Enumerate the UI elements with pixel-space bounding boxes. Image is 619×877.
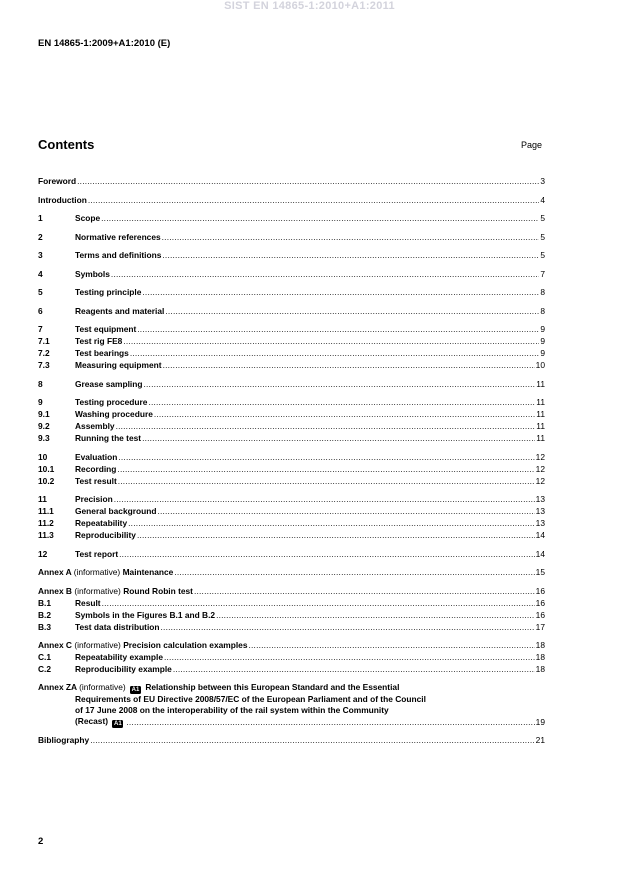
toc-entry-label: Testing procedure [75, 397, 148, 407]
toc-entry[interactable] [38, 175, 545, 187]
toc-entry-number: 8 [38, 378, 43, 389]
toc-entry-page: 15 [535, 567, 545, 577]
toc-leader-dots [119, 548, 535, 560]
toc-leader-dots [157, 505, 534, 517]
toc-entry-page: 18 [535, 640, 545, 650]
toc-entry-label: Symbols [75, 268, 110, 279]
toc-entry-number: 1 [38, 213, 43, 223]
toc-leader-dots [118, 475, 535, 487]
toc-entry[interactable] [38, 663, 545, 675]
toc-entry[interactable] [38, 323, 545, 335]
toc-leader-dots [216, 609, 535, 621]
toc-entry-page: 8 [540, 287, 545, 297]
toc-leader-dots [126, 716, 534, 728]
toc-annex-za-page: 19 [535, 716, 545, 727]
toc-bibliography-page: 21 [535, 735, 545, 745]
toc-leader-dots [162, 249, 539, 261]
toc-bibliography-label: Bibliography [38, 735, 90, 745]
toc-entry-label: Running the test [75, 433, 142, 443]
toc-entry-number: C.1 [38, 652, 52, 662]
toc-entry-label: Washing procedure [75, 409, 153, 419]
toc-entry-label: Test data distribution [75, 621, 160, 632]
toc-entry[interactable] [38, 335, 545, 347]
toc-entry-page: 5 [540, 231, 545, 242]
toc-entry-label: Assembly [75, 421, 115, 431]
toc-entry-label: Reagents and material [75, 305, 165, 316]
toc-leader-dots [173, 663, 535, 675]
toc-entry-page: 18 [535, 664, 545, 674]
toc-entry-number: 7.2 [38, 348, 50, 358]
toc-leader-dots [118, 451, 534, 463]
toc-leader-dots [248, 639, 534, 651]
toc-leader-dots [144, 378, 536, 390]
toc-entry[interactable] [38, 249, 545, 261]
toc-entry-page: 10 [535, 360, 545, 370]
toc-entry-number: 11.2 [38, 518, 54, 528]
toc-leader-dots [142, 432, 535, 444]
toc-entry-number: 9 [38, 397, 43, 407]
amendment-start-marker-icon: A1 [131, 686, 140, 693]
toc-leader-dots [114, 493, 535, 505]
toc-entry[interactable] [38, 463, 545, 475]
toc-entry[interactable] [38, 268, 545, 280]
toc-entry-number: 9.1 [38, 409, 50, 419]
toc-leader-dots [137, 529, 535, 541]
toc-entry-label: Test bearings [75, 348, 129, 358]
toc-entry-number: B.3 [38, 621, 52, 632]
toc-entry[interactable] [38, 529, 545, 541]
toc-entry[interactable] [38, 432, 545, 444]
toc-leader-dots [154, 408, 535, 420]
toc-entry-label: Recording [75, 463, 117, 474]
toc-entry-label: Measuring equipment [75, 360, 162, 370]
toc-annex-number: Annex B [38, 585, 72, 596]
toc-entry-number: 9.3 [38, 433, 50, 443]
toc-entry-page: 11 [536, 421, 545, 431]
toc-entry[interactable] [38, 420, 545, 432]
toc-entry-page: 13 [535, 506, 545, 516]
toc-entry-label: Introduction [38, 194, 87, 205]
toc-entry-page: 9 [540, 348, 545, 358]
toc-entry-page: 5 [540, 250, 545, 260]
toc-entry[interactable] [38, 408, 545, 420]
toc-entry-number: 10.1 [38, 463, 55, 474]
toc-entry[interactable] [38, 475, 545, 487]
toc-entry[interactable] [38, 517, 545, 529]
toc-entry[interactable] [38, 621, 545, 633]
toc-entry-label: Scope [75, 213, 101, 223]
toc-entry-page: 16 [535, 609, 545, 620]
toc-entry[interactable] [38, 451, 545, 463]
toc-entry-number: 5 [38, 287, 43, 297]
toc-entry-number: 7.1 [38, 336, 50, 346]
toc-entry-number: 10.2 [38, 475, 55, 486]
toc-entry-page: 11 [536, 433, 545, 443]
toc-entry[interactable] [38, 585, 545, 597]
toc-leader-dots [111, 268, 539, 280]
toc-annex-za-number: Annex ZA [38, 681, 77, 692]
toc-entry-page: 17 [535, 621, 545, 632]
toc-entry-page: 8 [540, 305, 545, 316]
toc-entry-label: Symbols in the Figures B.1 and B.2 [75, 609, 216, 620]
toc-entry-label: Repeatability example [75, 652, 163, 662]
toc-leader-dots [88, 194, 539, 206]
toc-entry-page: 9 [540, 324, 545, 334]
toc-leader-dots [77, 175, 539, 187]
table-of-contents [38, 175, 545, 746]
toc-entry-number: 6 [38, 305, 43, 316]
toc-entry[interactable] [38, 493, 545, 505]
toc-leader-dots [165, 305, 539, 317]
toc-entry-label: Test result [75, 475, 117, 486]
toc-entry[interactable] [38, 212, 545, 224]
toc-leader-dots [102, 597, 535, 609]
toc-annex-za-title-line3: of 17 June 2008 on the interoperability of the rail system within the Community [75, 704, 389, 715]
toc-leader-dots [194, 585, 535, 597]
toc-entry-label: Maintenance [122, 567, 174, 577]
toc-leader-dots [142, 286, 539, 298]
toc-entry[interactable] [38, 194, 545, 206]
toc-entry-label: Normative references [75, 231, 161, 242]
toc-entry-number: 11.3 [38, 530, 54, 540]
page-title: Contents [38, 137, 95, 152]
toc-entry-label: Testing principle [75, 287, 142, 297]
toc-entry-page: 5 [540, 213, 545, 223]
toc-entry-page: 9 [540, 336, 545, 346]
toc-entry[interactable] [38, 505, 545, 517]
toc-entry[interactable] [38, 286, 545, 298]
toc-entry-label: Test equipment [75, 324, 137, 334]
page-number: 2 [38, 836, 44, 847]
toc-annex-informative: (informative) [74, 640, 121, 650]
toc-entry-label: Test rig FE8 [75, 336, 123, 346]
toc-entry-label: Precision calculation examples [123, 640, 248, 650]
toc-annex-za-title-line4: (Recast) [75, 715, 109, 726]
toc-entry-label: Round Robin test [123, 585, 193, 596]
document-id: EN 14865-1:2009+A1:2010 (E) [38, 38, 171, 49]
toc-entry-page: 11 [536, 378, 545, 389]
toc-entry[interactable] [38, 566, 545, 578]
toc-leader-dots [128, 517, 535, 529]
toc-entry-page: 12 [535, 475, 545, 486]
toc-entry-label: Test report [75, 548, 119, 559]
toc-entry[interactable] [38, 396, 545, 408]
toc-entry-number: B.2 [38, 609, 52, 620]
toc-leader-dots [116, 420, 536, 432]
toc-entry-label: Precision [75, 494, 113, 504]
toc-leader-dots [101, 212, 539, 224]
toc-entry[interactable] [38, 639, 545, 651]
page-column-label: Page [521, 140, 543, 150]
toc-annex-za-informative: (informative) [79, 681, 126, 692]
toc-entry-page: 3 [540, 176, 545, 186]
toc-entry-number: 2 [38, 231, 43, 242]
toc-leader-dots [123, 335, 539, 347]
watermark: SIST EN 14865-1:2010+A1:2011 [224, 0, 395, 12]
toc-annex-number: Annex C [38, 640, 72, 650]
toc-entry[interactable] [38, 305, 545, 317]
toc-entry-number: 4 [38, 268, 43, 279]
toc-entry[interactable] [38, 359, 545, 371]
toc-entry-label: Result [75, 597, 101, 608]
toc-entry-page: 14 [535, 530, 545, 540]
toc-entry-page: 16 [535, 585, 545, 596]
toc-leader-dots [137, 323, 539, 335]
toc-leader-dots [163, 359, 535, 371]
toc-leader-dots [117, 463, 534, 475]
toc-entry[interactable] [38, 597, 545, 609]
toc-entry-number: 7.3 [38, 360, 50, 370]
toc-entry-number: 11 [38, 494, 47, 504]
toc-entry[interactable] [38, 347, 545, 359]
toc-entry-number: 10 [38, 451, 48, 462]
toc-entry-label: General background [75, 506, 157, 516]
toc-entry-number: 9.2 [38, 421, 50, 431]
toc-leader-dots [161, 621, 535, 633]
toc-leader-dots [174, 566, 534, 578]
toc-entry-page: 18 [535, 652, 545, 662]
toc-entry-page: 13 [535, 518, 545, 528]
toc-entry-label: Grease sampling [75, 378, 143, 389]
toc-entry-label: Terms and definitions [75, 250, 162, 260]
toc-entry-label: Evaluation [75, 451, 118, 462]
toc-entry-page: 13 [535, 494, 545, 504]
amendment-end-marker-icon: A1 [114, 720, 122, 727]
toc-entry-number: B.1 [38, 597, 52, 608]
toc-entry-annex-za[interactable] [38, 682, 545, 728]
toc-entry-page: 7 [540, 268, 545, 279]
toc-annex-number: Annex A [38, 567, 72, 577]
toc-annex-informative: (informative) [74, 585, 121, 596]
toc-annex-informative: (informative) [73, 567, 121, 577]
toc-entry-page: 16 [535, 597, 545, 608]
toc-entry-label: Foreword [38, 176, 77, 186]
toc-leader-dots [148, 396, 535, 408]
toc-entry-label: Reproducibility [75, 530, 136, 540]
toc-entry-number: 12 [38, 548, 48, 559]
toc-entry[interactable] [38, 651, 545, 663]
toc-entry-number: 7 [38, 324, 43, 334]
toc-entry-number: C.2 [38, 664, 52, 674]
toc-entry-label: Reproducibility example [75, 664, 172, 674]
toc-entry[interactable] [38, 548, 545, 560]
toc-entry[interactable] [38, 231, 545, 243]
toc-entry-number: 3 [38, 250, 43, 260]
toc-annex-za-title-line1: Relationship between this European Standard and the Essential [145, 681, 400, 692]
toc-entry[interactable] [38, 609, 545, 621]
toc-entry-page: 4 [540, 194, 545, 205]
toc-leader-dots [130, 347, 539, 359]
toc-leader-dots [162, 231, 540, 243]
toc-entry-page: 11 [536, 397, 545, 407]
toc-entry[interactable] [38, 378, 545, 390]
toc-entry-page: 12 [535, 463, 545, 474]
toc-annex-za-title-line2: Requirements of EU Directive 2008/57/EC of the European Parliament and of the Council [75, 693, 426, 704]
toc-leader-dots [164, 651, 535, 663]
toc-leader-dots [90, 734, 534, 746]
toc-entry-page: 14 [535, 548, 545, 559]
toc-entry-number: 11.1 [38, 506, 54, 516]
toc-entry-label: Repeatability [75, 518, 128, 528]
toc-entry-bibliography[interactable] [38, 734, 545, 746]
toc-entry-page: 11 [536, 409, 545, 419]
toc-entry-page: 12 [535, 451, 545, 462]
